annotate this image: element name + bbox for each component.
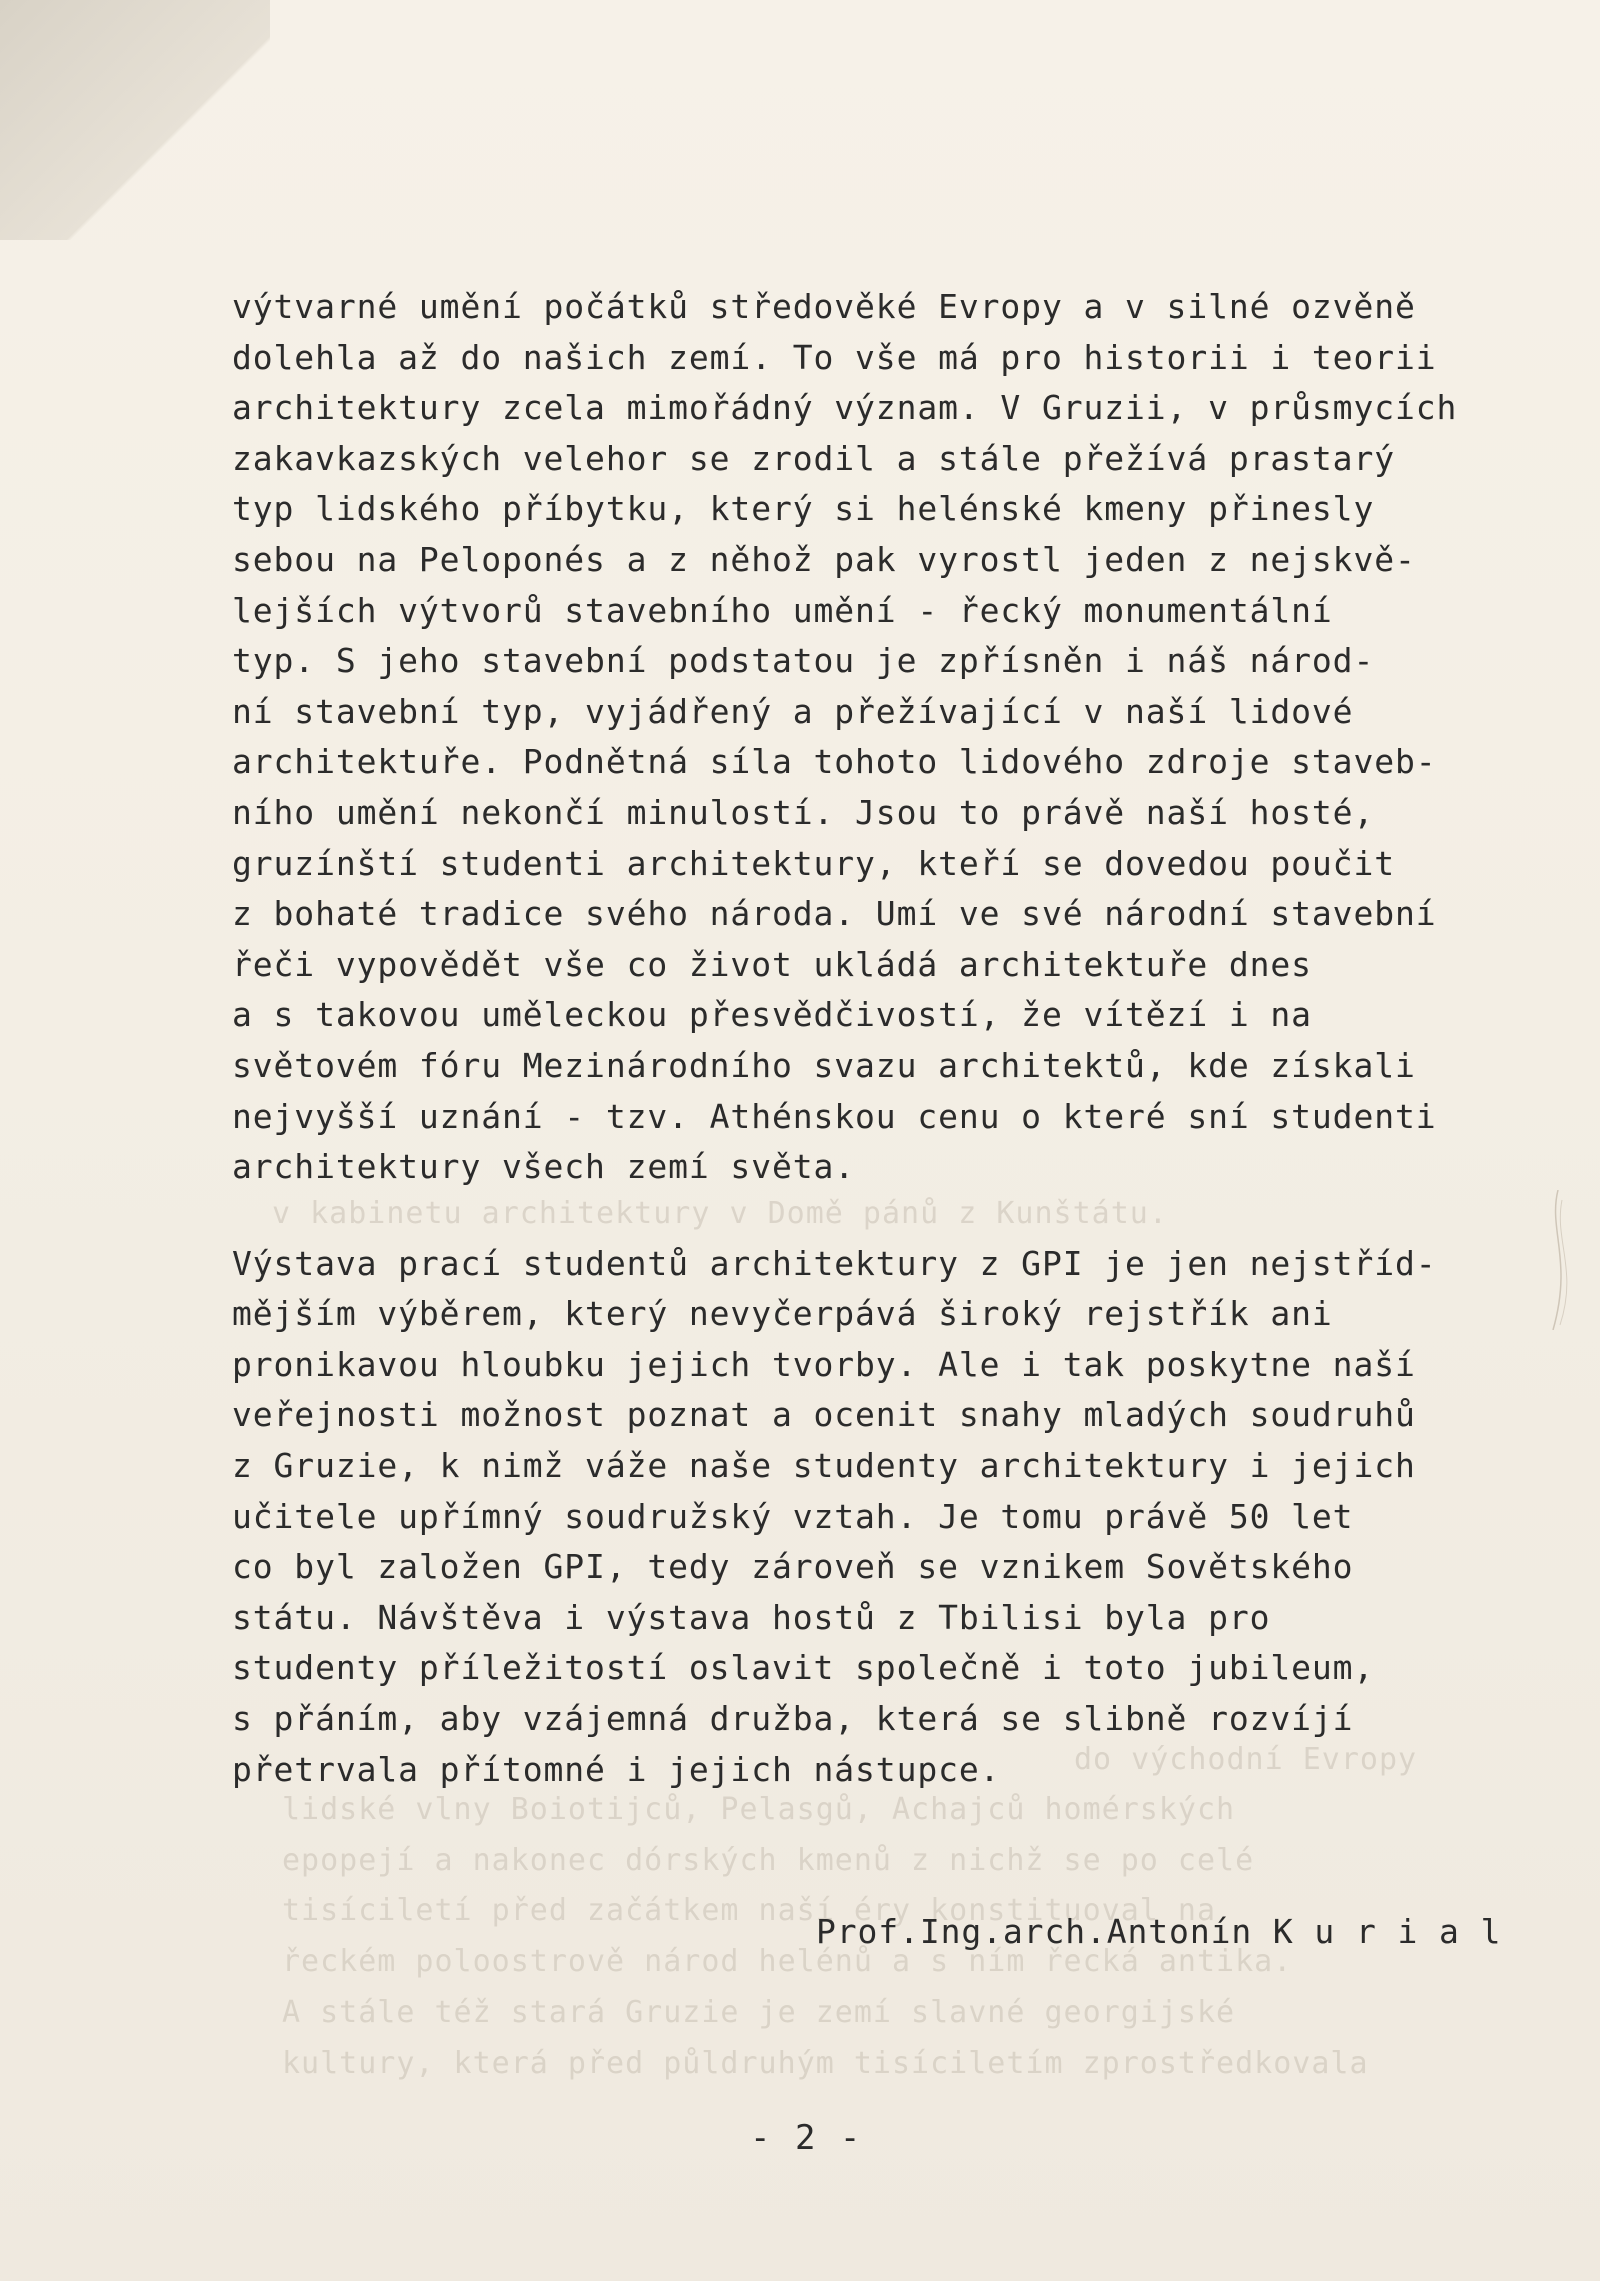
text-line: architektury všech zemí světa. xyxy=(232,1147,856,1187)
text-line: pronikavou hloubku jejich tvorby. Ale i tak poskytne naší xyxy=(232,1344,1416,1384)
loose-thread xyxy=(1518,1190,1598,1330)
paragraph-2 xyxy=(232,1239,1492,1796)
page-number: - 2 - xyxy=(750,2118,863,2158)
text-line: s přáním, aby vzájemná družba, která se slibně rozvíjí xyxy=(232,1699,1354,1739)
text-line: z bohaté tradice svého národa. Umí ve své národní stavební xyxy=(232,894,1437,934)
text-line: typ lidského příbytku, který si helénské kmeny přinesly xyxy=(232,489,1375,529)
text-line: nejvyšší uznání - tzv. Athénskou cenu o které sní studenti xyxy=(232,1096,1437,1136)
text-line: řeči vypovědět vše co život ukládá architektuře dnes xyxy=(232,944,1312,984)
text-line: mějším výběrem, který nevyčerpává široký rejstřík ani xyxy=(232,1294,1333,1334)
bleed-text-line: řeckém poloostrově národ helénů a s ním řecká antika. xyxy=(282,1944,1293,1979)
text-line: učitele upřímný soudružský vztah. Je tomu právě 50 let xyxy=(232,1496,1354,1536)
bleed-text-line: kultury, která před půldruhým tisíciletím zprostředkovala xyxy=(282,2046,1369,2081)
text-line: co byl založen GPI, tedy zároveň se vznikem Sovětského xyxy=(232,1547,1354,1587)
text-line: architektuře. Podnětná síla tohoto lidového zdroje staveb- xyxy=(232,742,1437,782)
text-line: Výstava prací studentů architektury z GPI je jen nejstříd- xyxy=(232,1243,1437,1283)
text-line: gruzínští studenti architektury, kteří se dovedou poučit xyxy=(232,843,1395,883)
folded-corner xyxy=(0,0,270,240)
text-line: zakavkazských velehor se zrodil a stále přežívá prastarý xyxy=(232,438,1395,478)
text-line: sebou na Peloponés a z něhož pak vyrostl jeden z nejskvě- xyxy=(232,539,1416,579)
text-line: architektury zcela mimořádný význam. V Gruzii, v průsmycích xyxy=(232,388,1458,428)
bleed-text-line: tisíciletí před začátkem naší éry konstituoval na xyxy=(282,1893,1217,1928)
text-line: ního umění nekončí minulostí. Jsou to právě naší hosté, xyxy=(232,792,1375,832)
bleed-text-line: v kabinetu architektury v Domě pánů z Kunštátu. xyxy=(272,1196,1168,1231)
text-line: studenty příležitostí oslavit společně i toto jubileum, xyxy=(232,1648,1375,1688)
text-line: veřejnosti možnost poznat a ocenit snahy mladých soudruhů xyxy=(232,1395,1416,1435)
text-line: typ. S jeho stavební podstatou je zpřísněn i náš národ- xyxy=(232,641,1375,681)
text-line: a s takovou uměleckou přesvědčivostí, že vítězí i na xyxy=(232,995,1312,1035)
text-line: dolehla až do našich zemí. To vše má pro historii i teorii xyxy=(232,337,1437,377)
typed-letter-body xyxy=(232,282,1492,1795)
text-line: světovém fóru Mezinárodního svazu architektů, kde získali xyxy=(232,1045,1416,1085)
text-line: z Gruzie, k nimž váže naše studenty architektury i jejich xyxy=(232,1446,1416,1486)
bleed-text-line: do východní Evropy xyxy=(1074,1742,1418,1777)
bleed-text-line: A stále též stará Gruzie je zemí slavné georgijské xyxy=(282,1995,1236,2030)
paragraph-1 xyxy=(232,282,1492,1193)
bleed-text-line: epopejí a nakonec dórských kmenů z nichž se po celé xyxy=(282,1843,1255,1878)
bleed-text-line: lidské vlny Boiotijců, Pelasgů, Achajců homérských xyxy=(282,1792,1236,1827)
author-signature: Prof.Ing.arch.Antonín K u r i a l xyxy=(816,1912,1502,1951)
text-line: výtvarné umění počátků středověké Evropy a v silné ozvěně xyxy=(232,287,1416,326)
text-line: lejších výtvorů stavebního umění - řecký monumentální xyxy=(232,590,1333,630)
text-line: přetrvala přítomné i jejich nástupce. xyxy=(232,1749,1001,1789)
text-line: ní stavební typ, vyjádřený a přežívající v naší lidové xyxy=(232,691,1354,731)
paragraph-gap xyxy=(232,1193,1492,1239)
text-line: státu. Návštěva i výstava hostů z Tbilisi byla pro xyxy=(232,1597,1271,1637)
